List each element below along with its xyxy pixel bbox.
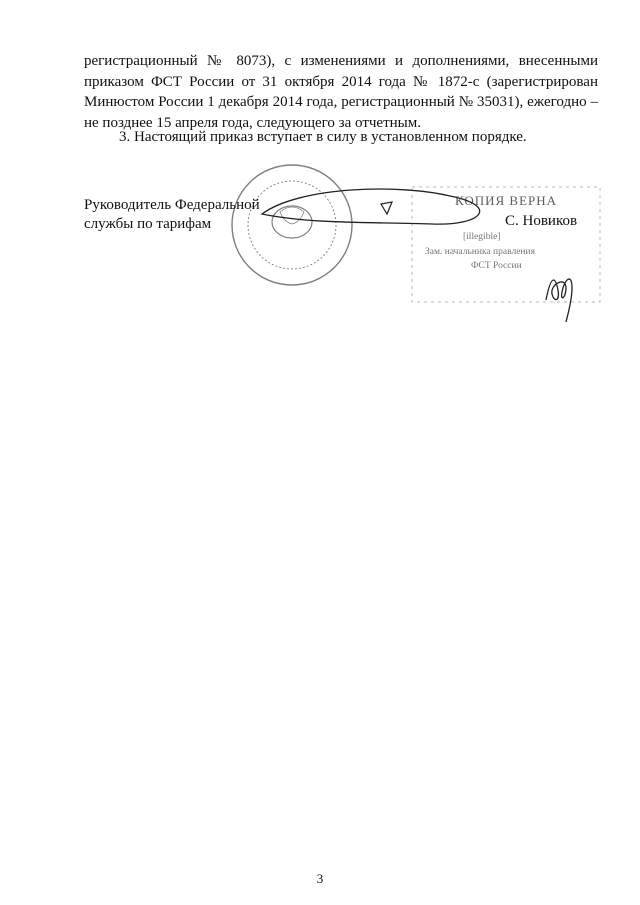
stamp-line: [illegible] (463, 232, 501, 242)
signature-stroke-icon (262, 189, 480, 224)
stamp-line: Зам. начальника правления (425, 247, 535, 257)
stamp-line: ФСТ России (471, 261, 522, 271)
signatory-name: С. Новиков (505, 213, 578, 229)
page-number: 3 (316, 871, 324, 886)
text-line: Минюстом России 1 декабря 2014 года, регистрационный № 35031), ежегодно – (84, 94, 598, 110)
handwritten-signature-icon (546, 279, 572, 322)
text-line: приказом ФСТ России от 31 октября 2014 года № 1872-с (зарегистрирован (84, 73, 598, 90)
text-line: не позднее 15 апреля года, следующего за отчетным. (84, 114, 421, 131)
position-line: службы по тарифам (84, 216, 212, 232)
paragraph-effective: 3. Настоящий приказ вступает в силу в установленном порядке. (119, 129, 527, 145)
signature-mark-icon (381, 202, 392, 214)
paragraph-registration (84, 51, 598, 133)
stamp-title: КОПИЯ ВЕРНА (455, 193, 558, 208)
signatory-position (84, 196, 260, 234)
position-line: Руководитель Федеральной (84, 197, 260, 213)
text-line: регистрационный № 8073), с изменениями и дополнениями, внесенными (84, 53, 598, 69)
